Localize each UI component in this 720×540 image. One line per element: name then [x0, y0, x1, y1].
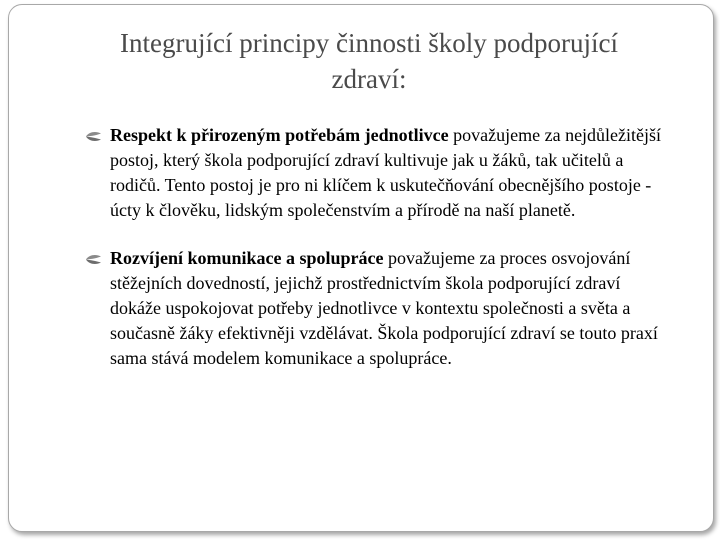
title-line-1: Integrující principy činnosti školy podporující [120, 28, 618, 58]
bullet-1-text: považujeme za nejdůležitější postoj, který škola podporující zdraví kultivuje jak u žáků, tak učitelů a rodičů. Tento postoj je pro ni klíčem k uskutečňování obecnějšího postoje - úcty k člověku, lidským společenstvím a přírodě na naší planetě. [110, 125, 662, 220]
slide-title [49, 25, 689, 97]
slide [8, 4, 714, 532]
leaf-bullet-icon [85, 254, 102, 265]
bullet-1-heading: Respekt k přirozeným potřebám jednotlivce [110, 125, 449, 145]
bullet-item-communication [85, 246, 665, 371]
title-line-2: zdraví: [331, 64, 407, 94]
leaf-bullet-icon [85, 131, 102, 142]
bullet-2-text: považujeme za proces osvojování stěžejních dovedností, jejichž prostřednictvím škola podporující zdraví dokáže uspokojovat potřeby jednotlivce v kontextu společnosti a světa a současně žáky efektivněji vzdělávat. Škola podporující zdraví se touto praxí sama stává modelem komunikace a spolupráce. [110, 248, 658, 368]
bullet-2-heading: Rozvíjení komunikace a spolupráce [110, 248, 384, 268]
bullet-item-respect [85, 123, 665, 223]
bullet-list [85, 123, 665, 394]
